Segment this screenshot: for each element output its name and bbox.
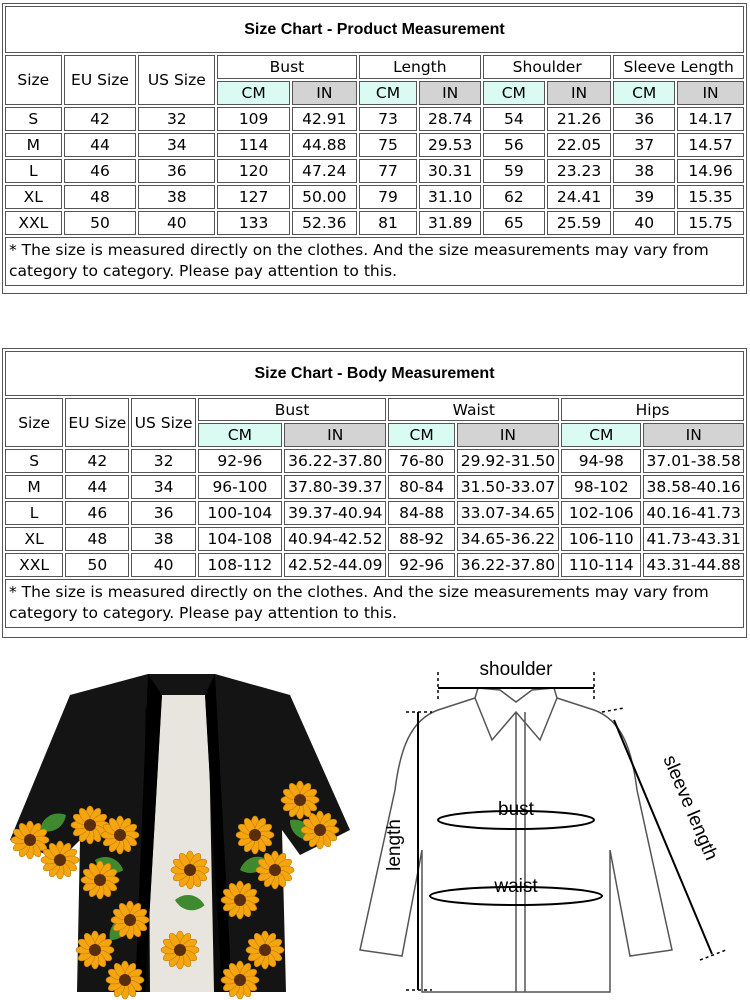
table-cell: 14.57 — [677, 133, 744, 157]
table-cell: 31.10 — [419, 185, 481, 209]
table-cell: 23.23 — [547, 159, 612, 183]
table-cell: 30.31 — [419, 159, 481, 183]
unit-cm: CM — [198, 423, 282, 447]
table-cell: 34 — [131, 475, 195, 499]
table-cell: 59 — [483, 159, 545, 183]
unit-in: IN — [677, 81, 744, 105]
table-cell: 75 — [359, 133, 418, 157]
table-cell: L — [5, 501, 63, 525]
table-cell: 29.53 — [419, 133, 481, 157]
col-header-eu-size: EU Size — [64, 55, 137, 105]
group-header-bust: Bust — [198, 398, 387, 421]
table-cell: 38 — [138, 185, 215, 209]
table-cell: 39 — [613, 185, 675, 209]
table-cell: 36.22-37.80 — [284, 449, 386, 473]
table-cell: 54 — [483, 107, 545, 131]
unit-cm: CM — [359, 81, 418, 105]
table-cell: 98-102 — [561, 475, 641, 499]
table-cell: 108-112 — [198, 553, 282, 577]
product-size-chart — [2, 3, 747, 294]
unit-in: IN — [292, 81, 357, 105]
table-cell: 36 — [613, 107, 675, 131]
table-cell: 14.96 — [677, 159, 744, 183]
table-cell: 34.65-36.22 — [457, 527, 559, 551]
table-cell: M — [5, 475, 63, 499]
table-cell: 31.89 — [419, 211, 481, 235]
kimono-product-image — [10, 674, 350, 999]
table-cell: 40 — [613, 211, 675, 235]
unit-in: IN — [457, 423, 559, 447]
unit-cm: CM — [483, 81, 545, 105]
table-cell: 88-92 — [388, 527, 454, 551]
table-row — [5, 475, 744, 499]
table-cell: 62 — [483, 185, 545, 209]
table-cell: 38.58-40.16 — [643, 475, 744, 499]
table-cell: 77 — [359, 159, 418, 183]
group-header-bust: Bust — [217, 55, 356, 79]
table-cell: 44 — [64, 133, 137, 157]
group-header-hips: Hips — [561, 398, 744, 421]
table-cell: S — [5, 449, 63, 473]
table-cell: 40 — [138, 211, 215, 235]
group-header-length: Length — [359, 55, 481, 79]
table-cell: XL — [5, 527, 63, 551]
table-row — [5, 501, 744, 525]
table-cell: 65 — [483, 211, 545, 235]
illustration-panel — [0, 650, 750, 1000]
body-chart-title: Size Chart - Body Measurement — [5, 351, 744, 396]
unit-in: IN — [419, 81, 481, 105]
measurement-diagram — [360, 688, 672, 992]
table-cell: 37.01-38.58 — [643, 449, 744, 473]
table-cell: 84-88 — [388, 501, 454, 525]
group-header-sleeve-length: Sleeve Length — [613, 55, 744, 79]
table-cell: 102-106 — [561, 501, 641, 525]
table-row — [5, 159, 744, 183]
table-cell: 40.94-42.52 — [284, 527, 386, 551]
table-cell: 73 — [359, 107, 418, 131]
unit-cm: CM — [217, 81, 290, 105]
table-cell: 36 — [131, 501, 195, 525]
col-header-size: Size — [5, 55, 62, 105]
col-header-us-size: US Size — [138, 55, 215, 105]
product-size-table — [3, 4, 746, 288]
table-cell: 40 — [131, 553, 195, 577]
unit-cm: CM — [561, 423, 641, 447]
table-cell: 34 — [138, 133, 215, 157]
table-cell: 43.31-44.88 — [643, 553, 744, 577]
table-cell: 50 — [64, 211, 137, 235]
table-cell: 38 — [613, 159, 675, 183]
table-cell: 127 — [217, 185, 290, 209]
sleeve-length-label: sleeve length — [658, 752, 722, 864]
table-cell: XL — [5, 185, 62, 209]
table-cell: 56 — [483, 133, 545, 157]
table-cell: 25.59 — [547, 211, 612, 235]
table-cell: 114 — [217, 133, 290, 157]
unit-in: IN — [284, 423, 386, 447]
table-row — [5, 211, 744, 235]
table-cell: 52.36 — [292, 211, 357, 235]
table-cell: 44.88 — [292, 133, 357, 157]
table-cell: 120 — [217, 159, 290, 183]
bust-label: bust — [498, 799, 534, 820]
table-row — [5, 553, 744, 577]
unit-cm: CM — [388, 423, 454, 447]
table-cell: 42.91 — [292, 107, 357, 131]
table-cell: 24.41 — [547, 185, 612, 209]
table-cell: 106-110 — [561, 527, 641, 551]
unit-cm: CM — [613, 81, 675, 105]
group-header-waist: Waist — [388, 398, 559, 421]
table-cell: 40.16-41.73 — [643, 501, 744, 525]
table-cell: 39.37-40.94 — [284, 501, 386, 525]
table-cell: 32 — [138, 107, 215, 131]
group-header-shoulder: Shoulder — [483, 55, 611, 79]
table-cell: 50.00 — [292, 185, 357, 209]
measurement-note: * The size is measured directly on the clothes. And the size measurements may vary from category to category. Please pay attention to this. — [5, 237, 744, 286]
table-cell: 104-108 — [198, 527, 282, 551]
table-cell: 28.74 — [419, 107, 481, 131]
table-cell: 36.22-37.80 — [457, 553, 559, 577]
waist-label: waist — [494, 876, 538, 897]
table-cell: 41.73-43.31 — [643, 527, 744, 551]
table-cell: 110-114 — [561, 553, 641, 577]
table-cell: 14.17 — [677, 107, 744, 131]
product-chart-title: Size Chart - Product Measurement — [5, 6, 744, 53]
table-row — [5, 449, 744, 473]
table-cell: 48 — [65, 527, 129, 551]
table-cell: L — [5, 159, 62, 183]
table-cell: 31.50-33.07 — [457, 475, 559, 499]
table-cell: 37 — [613, 133, 675, 157]
table-cell: 133 — [217, 211, 290, 235]
table-cell: 76-80 — [388, 449, 454, 473]
table-cell: 109 — [217, 107, 290, 131]
table-cell: 46 — [64, 159, 137, 183]
table-row — [5, 107, 744, 131]
body-size-table — [3, 349, 746, 630]
table-cell: 44 — [65, 475, 129, 499]
table-cell: 42.52-44.09 — [284, 553, 386, 577]
table-cell: S — [5, 107, 62, 131]
col-header-us-size: US Size — [131, 398, 195, 447]
table-cell: 21.26 — [547, 107, 612, 131]
body-size-chart — [2, 348, 747, 638]
table-cell: 94-98 — [561, 449, 641, 473]
shoulder-label: shoulder — [479, 659, 553, 680]
col-header-size: Size — [5, 398, 63, 447]
table-cell: 15.75 — [677, 211, 744, 235]
table-cell: 92-96 — [388, 553, 454, 577]
table-cell: 96-100 — [198, 475, 282, 499]
measurement-note: * The size is measured directly on the clothes. And the size measurements may vary from category to category. Please pay attention to this. — [5, 579, 744, 628]
table-cell: 32 — [131, 449, 195, 473]
table-cell: 33.07-34.65 — [457, 501, 559, 525]
table-cell: 80-84 — [388, 475, 454, 499]
length-label: length — [384, 819, 405, 871]
table-cell: 42 — [64, 107, 137, 131]
table-cell: 47.24 — [292, 159, 357, 183]
table-cell: 46 — [65, 501, 129, 525]
unit-in: IN — [643, 423, 744, 447]
table-cell: 15.35 — [677, 185, 744, 209]
table-cell: M — [5, 133, 62, 157]
table-cell: 29.92-31.50 — [457, 449, 559, 473]
table-cell: 100-104 — [198, 501, 282, 525]
table-row — [5, 185, 744, 209]
table-cell: XXL — [5, 211, 62, 235]
table-cell: XXL — [5, 553, 63, 577]
table-cell: 22.05 — [547, 133, 612, 157]
table-cell: 48 — [64, 185, 137, 209]
table-row — [5, 527, 744, 551]
table-cell: 79 — [359, 185, 418, 209]
table-cell: 50 — [65, 553, 129, 577]
col-header-eu-size: EU Size — [65, 398, 129, 447]
table-cell: 36 — [138, 159, 215, 183]
table-cell: 92-96 — [198, 449, 282, 473]
table-cell: 81 — [359, 211, 418, 235]
table-cell: 38 — [131, 527, 195, 551]
table-cell: 37.80-39.37 — [284, 475, 386, 499]
table-cell: 42 — [65, 449, 129, 473]
unit-in: IN — [547, 81, 612, 105]
table-row — [5, 133, 744, 157]
